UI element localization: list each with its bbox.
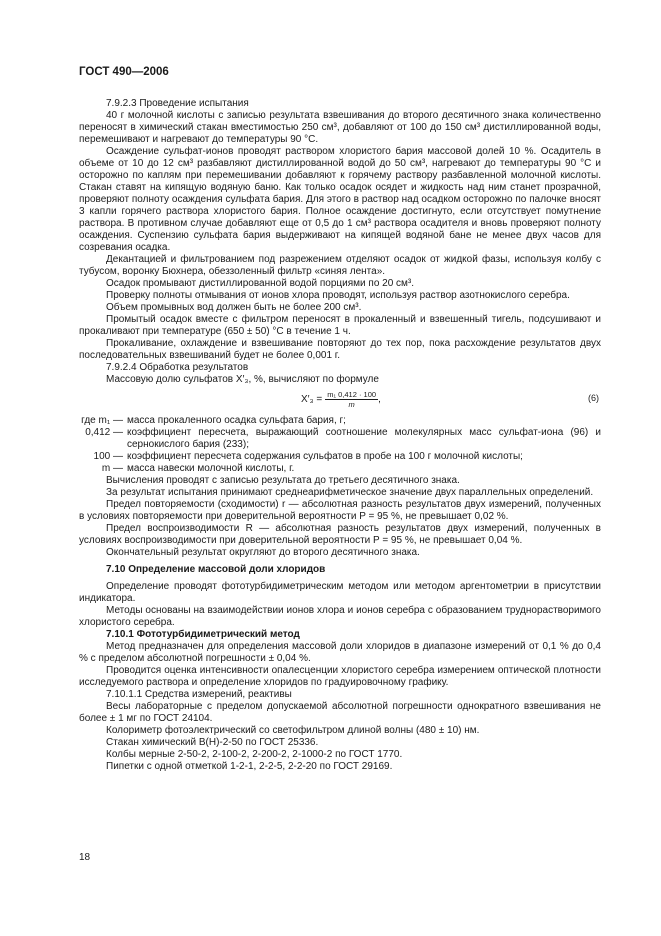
formula-lhs: X′₃ = bbox=[301, 394, 323, 406]
paragraph: Вычисления проводят с записью результата до третьего десятичного знака. bbox=[106, 475, 460, 486]
page-content bbox=[79, 93, 601, 773]
paragraph: Проводится оценка интенсивности опалесценции хлористого серебра измерением оптической плотности исследуемого раствора и определение хлоридов по градуировочному графику. bbox=[79, 665, 601, 688]
paragraph: Метод предназначен для определения массовой доли хлоридов в диапазоне измерений от 0,1 % до 0,4 % с пределом абсолютной погрешности ± 0,04 %. bbox=[79, 641, 601, 664]
paragraph: Определение проводят фототурбидиметрическим методом или методом аргентометрии в присутствии индикатора. bbox=[79, 581, 601, 604]
paragraph: Массовую долю сульфатов X′₃, %, вычисляют по формуле bbox=[106, 374, 379, 385]
paragraph: Весы лабораторные с пределом допускаемой абсолютной погрешности однократного взвешивания не более ± 1 мг по ГОСТ 24104. bbox=[79, 701, 601, 724]
definition-row bbox=[67, 415, 601, 427]
definition-symbol: m — bbox=[101, 463, 123, 474]
section-heading-7-10: 7.10 Определение массовой доли хлоридов bbox=[106, 564, 326, 575]
section-title-7-9-2-3: 7.9.2.3 Проведение испытания bbox=[106, 98, 249, 109]
paragraph: Колориметр фотоэлектрический со светофильтром длиной волны (480 ± 10) нм. bbox=[106, 725, 480, 736]
definition-symbol: где m₁ — bbox=[81, 415, 123, 426]
paragraph: За результат испытания принимают среднеарифметическое значение двух параллельных определений. bbox=[106, 487, 594, 498]
section-heading-7-10-1: 7.10.1 Фототурбидиметрический метод bbox=[106, 629, 300, 640]
variable-definitions bbox=[67, 415, 601, 475]
section-title-7-10-1-1: 7.10.1.1 Средства измерений, реактивы bbox=[106, 689, 292, 700]
document-code: ГОСТ 490—2006 bbox=[79, 66, 169, 78]
formula-number: (6) bbox=[588, 393, 599, 403]
section-title-7-9-2-4: 7.9.2.4 Обработка результатов bbox=[106, 362, 249, 373]
paragraph: Стакан химический В(Н)-2-50 по ГОСТ 25336. bbox=[106, 737, 319, 748]
paragraph: Предел повторяемости (сходимости) r — абсолютная разность результатов двух измерений, полученных в условиях повторяемости при доверительной вероятности P = 95 %, не превышает 0,02 %. bbox=[79, 499, 601, 522]
paragraph: Проверку полноты отмывания от ионов хлора проводят, используя раствор азотнокислого серебра. bbox=[106, 290, 570, 301]
definition-symbol: 0,412 — bbox=[85, 427, 123, 438]
paragraph: Пипетки с одной отметкой 1-2-1, 2-2-5, 2-2-20 по ГОСТ 29169. bbox=[106, 761, 393, 772]
paragraph: Осаждение сульфат-ионов проводят раствором хлористого бария массовой долей 10 %. Осадитель в объеме от 10 до 12 см³ разбавляют дистиллированной водой до 50 см³, нагревают до температуры 90 °С и осторожно по каплям при перемешивании добавляют к горячему раствору разбавленной молочной кислоты. Стакан ставят на кипящую водяную баню. Как только осадок осядет и жидкость над ним станет прозрачной, проверяют полноту осаждения сульфата бария. Для этого в раствор над осадком осторожно по палочке вносят 3 капли горячего раствора хлористого бария. Полное осаждение достигнуто, если отсутствует помутнение раствора. В противном случае добавляют еще от 0,5 до 1 см³ раствора осадителя и вновь проверяют полноту осаждения. Суспензию сульфата бария выдерживают на кипящей водяной бане не менее двух часов для созревания осадка. bbox=[79, 146, 601, 253]
paragraph: Методы основаны на взаимодействии ионов хлора и ионов серебра с образованием труднорастворимого хлористого серебра. bbox=[79, 605, 601, 628]
definition-row bbox=[67, 427, 601, 451]
paragraph: Предел воспроизводимости R — абсолютная разность результатов двух измерений, полученных в условиях воспроизводимости при доверительной вероятности P = 95 %, не превышает 0,04 %. bbox=[79, 523, 601, 546]
formula-expression bbox=[301, 390, 381, 409]
paragraph: Окончательный результат округляют до второго десятичного знака. bbox=[106, 547, 420, 558]
definition-symbol: 100 — bbox=[93, 451, 123, 462]
page-number: 18 bbox=[79, 852, 91, 863]
definition-row bbox=[67, 463, 601, 475]
paragraph: Прокаливание, охлаждение и взвешивание повторяют до тех пор, пока расхождение результатов двух последовательных взвешиваний будет не более 0,001 г. bbox=[79, 338, 601, 361]
paragraph: Колбы мерные 2-50-2, 2-100-2, 2-200-2, 2-1000-2 по ГОСТ 1770. bbox=[106, 749, 403, 760]
definition-text: коэффициент пересчета, выражающий соотношение молекулярных масс сульфат-иона (96) и сернокислого бария (233); bbox=[127, 427, 601, 450]
formula-denominator: m bbox=[348, 400, 355, 409]
paragraph: Осадок промывают дистиллированной водой порциями по 20 см³. bbox=[106, 278, 415, 289]
definition-text: коэффициент пересчета содержания сульфатов в пробе на 100 г молочной кислоты; bbox=[127, 451, 523, 462]
formula-fraction bbox=[325, 390, 378, 409]
paragraph: Декантацией и фильтрованием под разрежением отделяют осадок от жидкой фазы, используя колбу с тубусом, воронку Бюхнера, обеззоленный фильтр «синяя лента». bbox=[79, 254, 601, 277]
definition-text: масса навески молочной кислоты, г. bbox=[127, 463, 295, 474]
definition-text: масса прокаленного осадка сульфата бария, г; bbox=[127, 415, 346, 426]
formula-numerator: m₁ 0,412 · 100 bbox=[327, 390, 377, 399]
definition-row bbox=[67, 451, 601, 463]
formula-tail: , bbox=[378, 394, 381, 406]
paragraph: Объем промывных вод должен быть не более 200 см³. bbox=[106, 302, 362, 313]
paragraph: 40 г молочной кислоты с записью результата взвешивания до второго десятичного знака количественно переносят в химический стакан вместимостью 250 см³, добавляют от 100 до 150 см³ дистиллированной воды, перемешивают и нагревают до температуры 90 °С. bbox=[79, 110, 601, 145]
paragraph: Промытый осадок вместе с фильтром переносят в прокаленный и взвешенный тигель, подсушивают и прокаливают при температуре (650 ± 50) °С в течение 1 ч. bbox=[79, 314, 601, 337]
formula-6 bbox=[79, 388, 601, 412]
